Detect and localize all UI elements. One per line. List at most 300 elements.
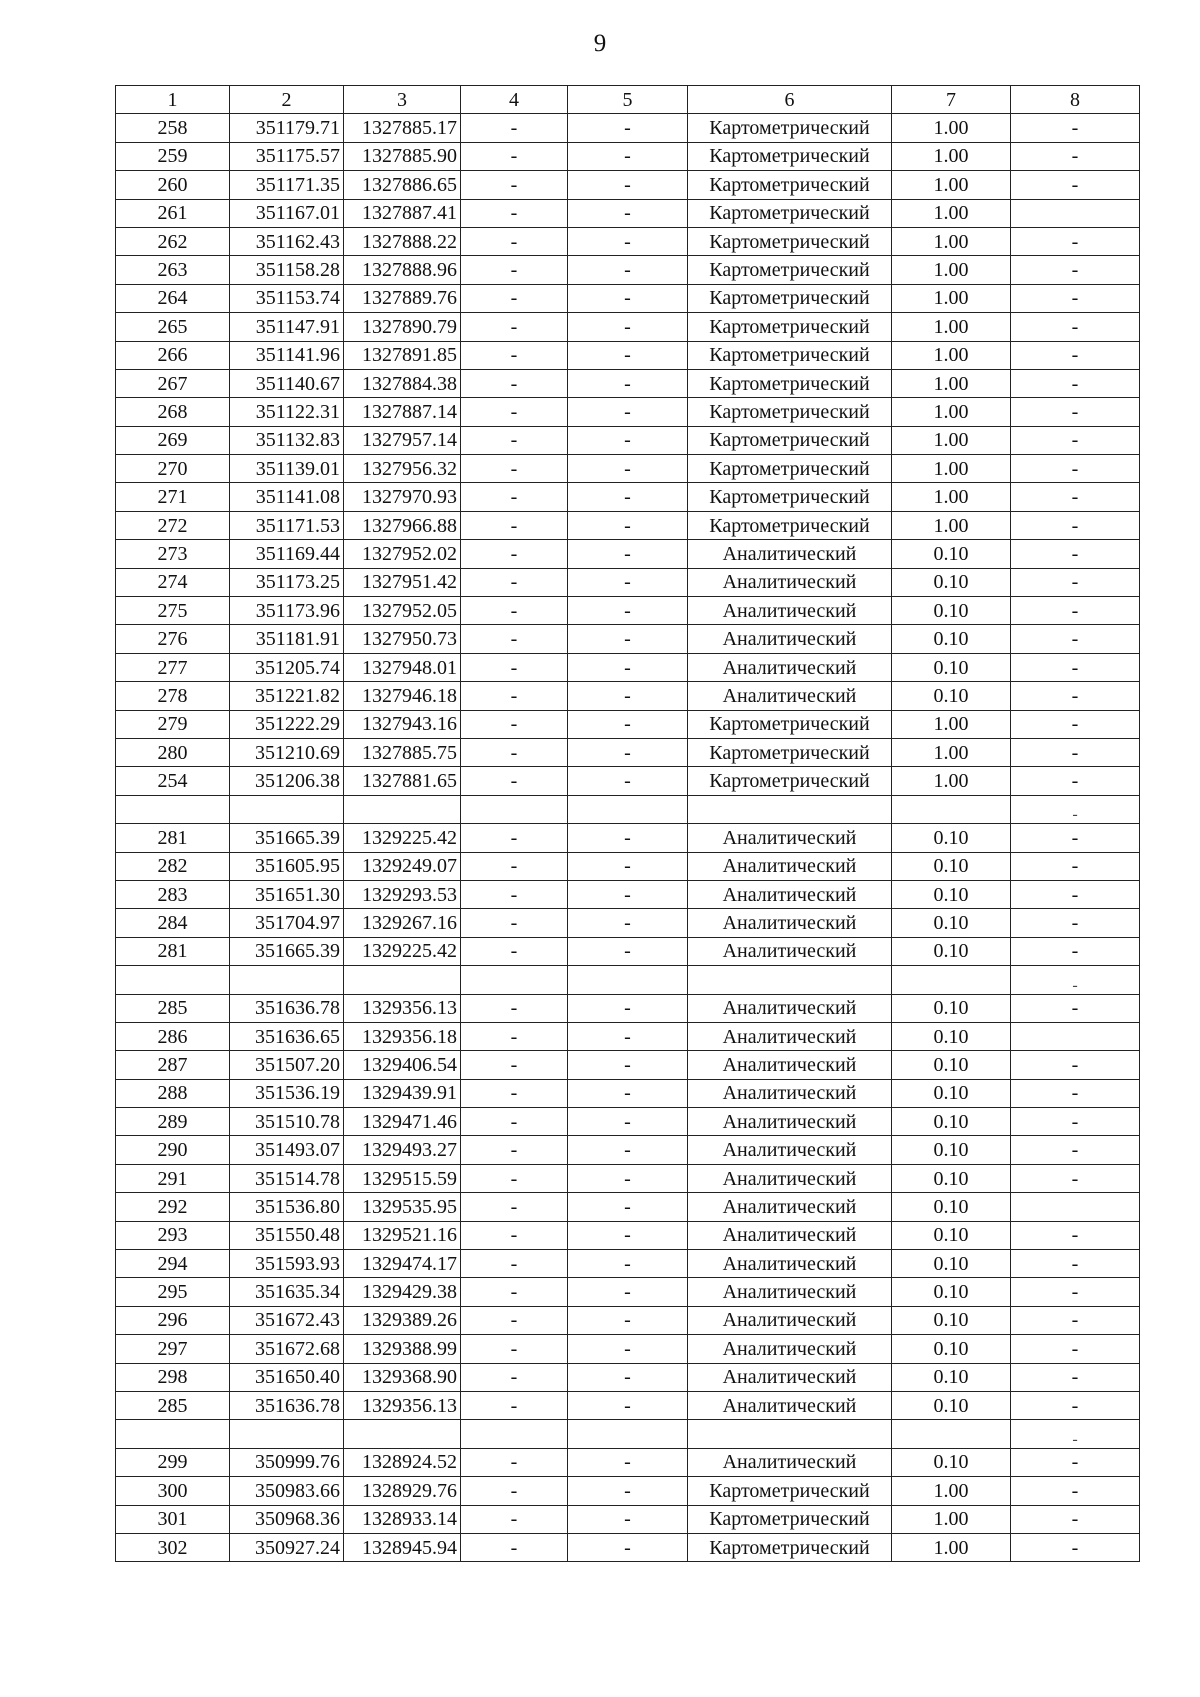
point-number-cell: 282 [116,852,230,880]
point-number-cell: 294 [116,1250,230,1278]
table-row [116,1022,1140,1050]
accuracy-cell: 1.00 [892,511,1011,539]
col8-cell: - [1011,284,1140,312]
col5-cell [568,966,688,994]
col4-cell: - [461,511,568,539]
point-number-cell: 263 [116,256,230,284]
point-number-cell: 275 [116,597,230,625]
col5-cell: - [568,227,688,255]
column-header: 8 [1011,86,1140,114]
y-coordinate-cell: 1327970.93 [344,483,461,511]
col8-cell: - [1011,994,1140,1022]
col5-cell: - [568,1221,688,1249]
point-number-cell: 292 [116,1193,230,1221]
method-cell: Аналитический [688,1108,892,1136]
method-cell: Аналитический [688,625,892,653]
y-coordinate-cell: 1328924.52 [344,1448,461,1476]
point-number-cell [116,795,230,823]
column-header: 6 [688,86,892,114]
col5-cell: - [568,1250,688,1278]
y-coordinate-cell: 1328945.94 [344,1533,461,1561]
point-number-cell: 266 [116,341,230,369]
col4-cell: - [461,455,568,483]
col5-cell: - [568,710,688,738]
col4-cell: - [461,313,568,341]
y-coordinate-cell: 1329471.46 [344,1108,461,1136]
accuracy-cell: 0.10 [892,1136,1011,1164]
method-cell: Аналитический [688,1022,892,1050]
col4-cell: - [461,1363,568,1391]
col8-cell: - [1011,227,1140,255]
col5-cell: - [568,880,688,908]
x-coordinate-cell: 351162.43 [230,227,344,255]
point-number-cell: 260 [116,171,230,199]
y-coordinate-cell: 1329429.38 [344,1278,461,1306]
point-number-cell: 279 [116,710,230,738]
point-number-cell: 259 [116,142,230,170]
col5-cell: - [568,682,688,710]
table-row [116,199,1140,227]
method-cell: Аналитический [688,1335,892,1363]
x-coordinate-cell: 351171.53 [230,511,344,539]
col8-cell: - [1011,1363,1140,1391]
accuracy-cell: 1.00 [892,738,1011,766]
method-cell: Картометрический [688,256,892,284]
x-coordinate-cell: 351140.67 [230,369,344,397]
col8-cell: - [1011,1136,1140,1164]
y-coordinate-cell: 1329389.26 [344,1306,461,1334]
x-coordinate-cell: 351153.74 [230,284,344,312]
col5-cell: - [568,597,688,625]
point-number-cell: 297 [116,1335,230,1363]
accuracy-cell: 0.10 [892,1448,1011,1476]
col4-cell: - [461,426,568,454]
point-number-cell: 272 [116,511,230,539]
col4-cell: - [461,597,568,625]
table-row [116,710,1140,738]
table-row [116,597,1140,625]
table-row [116,738,1140,766]
x-coordinate-cell: 351650.40 [230,1363,344,1391]
col8-cell: - [1011,483,1140,511]
table-row [116,909,1140,937]
method-cell: Аналитический [688,1136,892,1164]
col4-cell: - [461,398,568,426]
point-number-cell: 273 [116,540,230,568]
col4-cell: - [461,909,568,937]
col5-cell: - [568,483,688,511]
col8-cell: - [1011,1250,1140,1278]
col5-cell: - [568,1136,688,1164]
method-cell: Аналитический [688,1079,892,1107]
col4-cell: - [461,852,568,880]
col5-cell: - [568,114,688,142]
col5-cell: - [568,369,688,397]
table-header-row [116,86,1140,114]
x-coordinate-cell: 351206.38 [230,767,344,795]
table-row [116,682,1140,710]
accuracy-cell [892,795,1011,823]
col4-cell: - [461,1022,568,1050]
table-row [116,824,1140,852]
coordinates-table [115,85,1140,1562]
accuracy-cell: 0.10 [892,880,1011,908]
col4-cell [461,795,568,823]
y-coordinate-cell: 1327887.41 [344,199,461,227]
accuracy-cell: 0.10 [892,1193,1011,1221]
accuracy-cell: 1.00 [892,398,1011,426]
col5-cell: - [568,1108,688,1136]
method-cell: Картометрический [688,511,892,539]
col5-cell: - [568,1391,688,1419]
column-header: 2 [230,86,344,114]
y-coordinate-cell: 1327952.05 [344,597,461,625]
col4-cell: - [461,1079,568,1107]
point-number-cell: 278 [116,682,230,710]
col5-cell: - [568,1448,688,1476]
y-coordinate-cell: 1329249.07 [344,852,461,880]
y-coordinate-cell: 1329388.99 [344,1335,461,1363]
x-coordinate-cell: 350983.66 [230,1477,344,1505]
col8-cell: - [1011,1108,1140,1136]
col4-cell [461,966,568,994]
col4-cell: - [461,682,568,710]
point-number-cell: 274 [116,568,230,596]
point-number-cell: 302 [116,1533,230,1561]
x-coordinate-cell: 351122.31 [230,398,344,426]
point-number-cell [116,966,230,994]
table-row [116,1193,1140,1221]
column-header: 5 [568,86,688,114]
x-coordinate-cell: 351221.82 [230,682,344,710]
accuracy-cell [892,1420,1011,1448]
x-coordinate-cell: 351158.28 [230,256,344,284]
col4-cell: - [461,994,568,1022]
table-row [116,1505,1140,1533]
col4-cell: - [461,625,568,653]
x-coordinate-cell: 351636.65 [230,1022,344,1050]
point-number-cell: 270 [116,455,230,483]
table-row [116,227,1140,255]
method-cell [688,1420,892,1448]
y-coordinate-cell: 1327946.18 [344,682,461,710]
col8-cell: - [1011,142,1140,170]
accuracy-cell: 0.10 [892,937,1011,965]
y-coordinate-cell: 1327881.65 [344,767,461,795]
col8-cell: - [1011,1477,1140,1505]
col8-cell [1011,1193,1140,1221]
col8-cell: - [1011,171,1140,199]
y-coordinate-cell: 1328933.14 [344,1505,461,1533]
accuracy-cell: 1.00 [892,256,1011,284]
accuracy-cell: 0.10 [892,540,1011,568]
accuracy-cell: 0.10 [892,1250,1011,1278]
y-coordinate-cell: 1327950.73 [344,625,461,653]
col8-cell: - [1011,937,1140,965]
y-coordinate-cell: 1327887.14 [344,398,461,426]
col4-cell: - [461,1306,568,1334]
col8-cell: - [1011,653,1140,681]
table-row [116,426,1140,454]
col8-cell: - [1011,455,1140,483]
y-coordinate-cell: 1327957.14 [344,426,461,454]
col5-cell: - [568,142,688,170]
x-coordinate-cell: 350999.76 [230,1448,344,1476]
method-cell: Аналитический [688,1448,892,1476]
table-body [116,114,1140,1562]
col8-cell: - [1011,1391,1140,1419]
x-coordinate-cell: 350968.36 [230,1505,344,1533]
method-cell [688,795,892,823]
table-row [116,568,1140,596]
x-coordinate-cell: 351139.01 [230,455,344,483]
col8-cell: - [1011,1505,1140,1533]
method-cell: Аналитический [688,1164,892,1192]
col8-cell: - [1011,738,1140,766]
method-cell: Картометрический [688,341,892,369]
x-coordinate-cell: 351704.97 [230,909,344,937]
col8-cell: - [1011,1221,1140,1249]
x-coordinate-cell: 351210.69 [230,738,344,766]
accuracy-cell: 1.00 [892,199,1011,227]
accuracy-cell: 1.00 [892,1505,1011,1533]
point-number-cell: 261 [116,199,230,227]
table-separator-row [116,966,1140,994]
col8-cell: - [1011,1533,1140,1561]
col5-cell: - [568,511,688,539]
table-row [116,1250,1140,1278]
col8-cell: - [1011,682,1140,710]
accuracy-cell: 1.00 [892,284,1011,312]
table-row [116,1221,1140,1249]
table-row [116,1477,1140,1505]
col5-cell: - [568,653,688,681]
x-coordinate-cell: 351169.44 [230,540,344,568]
accuracy-cell: 0.10 [892,1051,1011,1079]
point-number-cell: 281 [116,937,230,965]
y-coordinate-cell: 1329535.95 [344,1193,461,1221]
method-cell: Картометрический [688,738,892,766]
method-cell: Картометрический [688,426,892,454]
method-cell: Картометрический [688,1477,892,1505]
method-cell: Картометрический [688,142,892,170]
x-coordinate-cell: 351173.96 [230,597,344,625]
accuracy-cell: 0.10 [892,597,1011,625]
y-coordinate-cell: 1329356.13 [344,1391,461,1419]
table-row [116,1164,1140,1192]
method-cell: Аналитический [688,880,892,908]
col8-cell [1011,1022,1140,1050]
col5-cell: - [568,937,688,965]
col8-cell: - [1011,256,1140,284]
col8-cell: - [1011,880,1140,908]
y-coordinate-cell: 1329439.91 [344,1079,461,1107]
point-number-cell: 276 [116,625,230,653]
y-coordinate-cell: 1327890.79 [344,313,461,341]
col4-cell: - [461,1391,568,1419]
method-cell: Аналитический [688,1363,892,1391]
col5-cell: - [568,909,688,937]
table-row [116,1448,1140,1476]
point-number-cell: 280 [116,738,230,766]
method-cell: Аналитический [688,852,892,880]
col4-cell: - [461,880,568,908]
accuracy-cell: 0.10 [892,1022,1011,1050]
method-cell: Аналитический [688,1221,892,1249]
table-separator-row [116,1420,1140,1448]
table-row [116,1051,1140,1079]
table-row [116,256,1140,284]
y-coordinate-cell: 1327885.90 [344,142,461,170]
accuracy-cell: 0.10 [892,1164,1011,1192]
accuracy-cell: 1.00 [892,369,1011,397]
method-cell: Картометрический [688,398,892,426]
column-header: 7 [892,86,1011,114]
column-header: 4 [461,86,568,114]
col8-cell: - [1011,909,1140,937]
col5-cell: - [568,171,688,199]
col8-cell: - [1011,398,1140,426]
col4-cell: - [461,1164,568,1192]
y-coordinate-cell: 1327943.16 [344,710,461,738]
table-row [116,540,1140,568]
point-number-cell: 289 [116,1108,230,1136]
accuracy-cell: 1.00 [892,142,1011,170]
point-number-cell [116,1420,230,1448]
method-cell: Аналитический [688,1051,892,1079]
y-coordinate-cell: 1329293.53 [344,880,461,908]
method-cell: Картометрический [688,1533,892,1561]
point-number-cell: 269 [116,426,230,454]
table-row [116,1278,1140,1306]
col4-cell: - [461,142,568,170]
y-coordinate-cell: 1329474.17 [344,1250,461,1278]
accuracy-cell: 0.10 [892,1278,1011,1306]
y-coordinate-cell: 1327885.75 [344,738,461,766]
col5-cell: - [568,1079,688,1107]
col4-cell [461,1420,568,1448]
col4-cell: - [461,256,568,284]
col8-cell: - [1011,568,1140,596]
accuracy-cell: 1.00 [892,227,1011,255]
method-cell: Аналитический [688,937,892,965]
col8-cell: - [1011,767,1140,795]
col4-cell: - [461,1448,568,1476]
col4-cell: - [461,341,568,369]
col8-cell: - [1011,1335,1140,1363]
method-cell: Картометрический [688,114,892,142]
col5-cell: - [568,341,688,369]
accuracy-cell: 0.10 [892,852,1011,880]
point-number-cell: 258 [116,114,230,142]
point-number-cell: 267 [116,369,230,397]
accuracy-cell: 0.10 [892,625,1011,653]
x-coordinate-cell: 351510.78 [230,1108,344,1136]
y-coordinate-cell: 1329225.42 [344,824,461,852]
col8-cell [1011,199,1140,227]
col5-cell: - [568,824,688,852]
col4-cell: - [461,483,568,511]
y-coordinate-cell: 1327888.22 [344,227,461,255]
col8-cell: - [1011,966,1140,994]
accuracy-cell: 1.00 [892,426,1011,454]
x-coordinate-cell: 351181.91 [230,625,344,653]
y-coordinate-cell [344,1420,461,1448]
x-coordinate-cell: 351536.80 [230,1193,344,1221]
col5-cell: - [568,1533,688,1561]
column-header: 1 [116,86,230,114]
col5-cell: - [568,313,688,341]
x-coordinate-cell: 351167.01 [230,199,344,227]
col8-cell: - [1011,1051,1140,1079]
y-coordinate-cell: 1328929.76 [344,1477,461,1505]
table-row [116,625,1140,653]
y-coordinate-cell: 1329406.54 [344,1051,461,1079]
x-coordinate-cell: 351635.34 [230,1278,344,1306]
accuracy-cell: 1.00 [892,710,1011,738]
col4-cell: - [461,114,568,142]
col5-cell: - [568,1477,688,1505]
col4-cell: - [461,1278,568,1306]
col4-cell: - [461,1250,568,1278]
point-number-cell: 285 [116,994,230,1022]
table-row [116,1306,1140,1334]
x-coordinate-cell: 351222.29 [230,710,344,738]
point-number-cell: 298 [116,1363,230,1391]
col5-cell: - [568,455,688,483]
table-row [116,341,1140,369]
accuracy-cell: 0.10 [892,1363,1011,1391]
col5-cell: - [568,540,688,568]
col4-cell: - [461,171,568,199]
method-cell: Аналитический [688,1278,892,1306]
method-cell: Аналитический [688,653,892,681]
accuracy-cell: 0.10 [892,1306,1011,1334]
col5-cell: - [568,1193,688,1221]
point-number-cell: 265 [116,313,230,341]
accuracy-cell: 1.00 [892,455,1011,483]
col8-cell: - [1011,341,1140,369]
col4-cell: - [461,199,568,227]
table-row [116,1079,1140,1107]
col4-cell: - [461,1221,568,1249]
table-row [116,284,1140,312]
col5-cell: - [568,1335,688,1363]
point-number-cell: 296 [116,1306,230,1334]
table-row [116,852,1140,880]
point-number-cell: 264 [116,284,230,312]
point-number-cell: 287 [116,1051,230,1079]
point-number-cell: 284 [116,909,230,937]
accuracy-cell: 0.10 [892,568,1011,596]
col5-cell: - [568,1363,688,1391]
point-number-cell: 299 [116,1448,230,1476]
y-coordinate-cell: 1329521.16 [344,1221,461,1249]
y-coordinate-cell: 1329515.59 [344,1164,461,1192]
col4-cell: - [461,824,568,852]
col5-cell: - [568,1051,688,1079]
col8-cell: - [1011,710,1140,738]
table-row [116,653,1140,681]
point-number-cell: 301 [116,1505,230,1533]
col8-cell: - [1011,1278,1140,1306]
x-coordinate-cell: 351593.93 [230,1250,344,1278]
accuracy-cell: 1.00 [892,483,1011,511]
col5-cell: - [568,994,688,1022]
col8-cell: - [1011,540,1140,568]
accuracy-cell: 1.00 [892,1533,1011,1561]
col5-cell: - [568,852,688,880]
